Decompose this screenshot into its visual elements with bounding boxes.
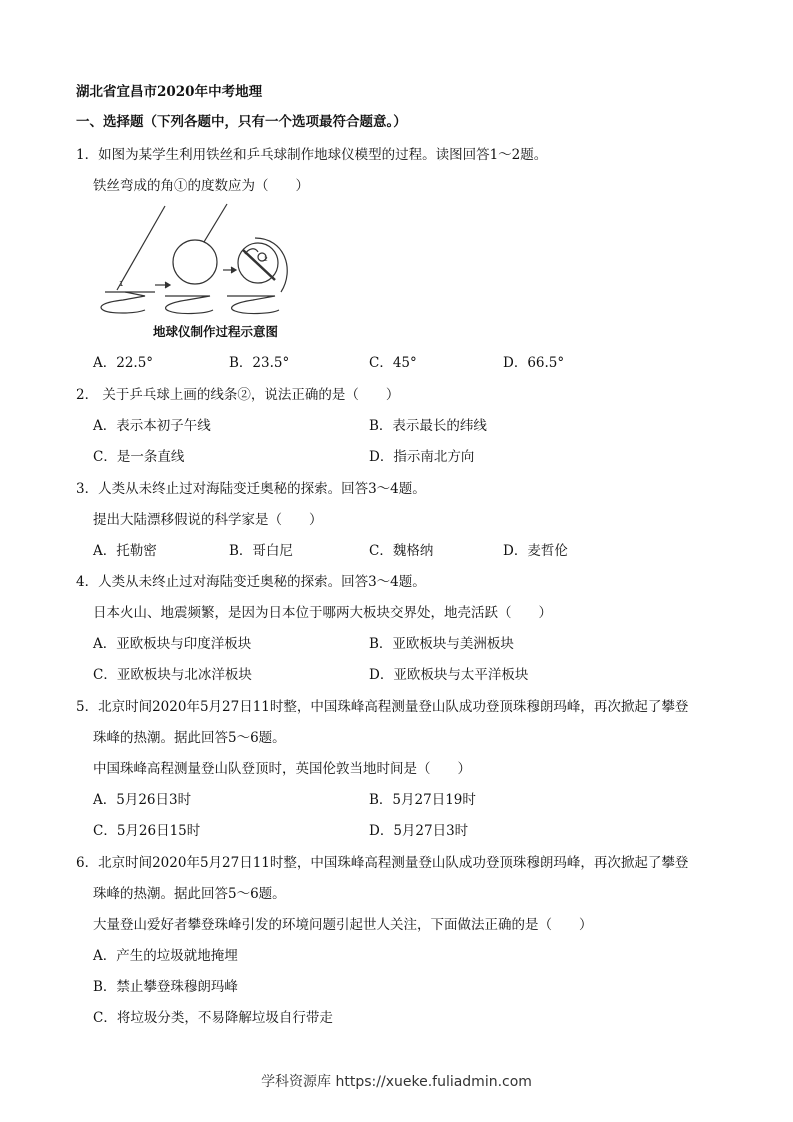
question-2-stem: 2． 关于乒乓球上画的线条②，说法正确的是（ ） bbox=[76, 387, 400, 403]
question-6-intro-1: 6．北京时间2020年5月27日11时整，中国珠峰高程测量登山队成功登顶珠穆朗玛峰，再次掀起了攀登 bbox=[76, 855, 689, 871]
q2-option-d[interactable]: D．指示南北方向 bbox=[369, 449, 475, 465]
q4-option-d[interactable]: D．亚欧板块与太平洋板块 bbox=[369, 667, 529, 683]
globe-making-figure bbox=[95, 200, 300, 320]
q3-option-a[interactable]: A．托勒密 bbox=[93, 543, 157, 559]
ball-step-2 bbox=[173, 240, 217, 284]
base-step-3 bbox=[227, 296, 279, 314]
q6-option-b[interactable]: B．禁止攀登珠穆朗玛峰 bbox=[93, 979, 238, 995]
figure-caption: 地球仪制作过程示意图 bbox=[153, 324, 279, 339]
q4-option-a[interactable]: A．亚欧板块与印度洋板块 bbox=[93, 636, 252, 652]
q5-option-a[interactable]: A．5月26日3时 bbox=[93, 792, 192, 808]
question-1-stem: 铁丝弯成的角①的度数应为（ ） bbox=[93, 178, 309, 194]
question-4-intro: 4．人类从未终止过对海陆变迁奥秘的探索。回答3～4题。 bbox=[76, 574, 426, 590]
q2-option-c[interactable]: C．是一条直线 bbox=[93, 449, 185, 465]
question-3-stem: 提出大陆漂移假说的科学家是（ ） bbox=[93, 512, 323, 528]
question-5-stem: 中国珠峰高程测量登山队登顶时，英国伦敦当地时间是（ ） bbox=[93, 761, 471, 777]
base-step-1 bbox=[101, 292, 145, 313]
q5-option-c[interactable]: C．5月26日15时 bbox=[93, 823, 201, 839]
q5-option-d[interactable]: D．5月27日3时 bbox=[369, 823, 469, 839]
q3-option-b[interactable]: B．哥白尼 bbox=[229, 543, 293, 559]
base-step-2 bbox=[165, 296, 213, 314]
q5-option-b[interactable]: B．5月27日19时 bbox=[369, 792, 476, 808]
q4-option-b[interactable]: B．亚欧板块与美洲板块 bbox=[369, 636, 514, 652]
question-6-intro-2: 珠峰的热潮。据此回答5～6题。 bbox=[93, 886, 286, 902]
section-heading: 一、选择题（下列各题中，只有一个选项最符合题意。） bbox=[76, 114, 407, 130]
q3-option-c[interactable]: C．魏格纳 bbox=[369, 543, 434, 559]
question-1-intro: 1．如图为某学生利用铁丝和乒乓球制作地球仪模型的过程。读图回答1～2题。 bbox=[76, 147, 548, 163]
q1-option-c[interactable]: C．45° bbox=[369, 355, 417, 371]
page-title: 湖北省宜昌市2020年中考地理 bbox=[76, 84, 263, 100]
q4-option-c[interactable]: C．亚欧板块与北冰洋板块 bbox=[93, 667, 252, 683]
q2-option-a[interactable]: A．表示本初子午线 bbox=[93, 418, 211, 434]
line-label: 2 bbox=[264, 256, 268, 263]
question-5-intro-1: 5．北京时间2020年5月27日11时整，中国珠峰高程测量登山队成功登顶珠穆朗玛峰，再次掀起了攀登 bbox=[76, 699, 689, 715]
q6-option-c[interactable]: C．将垃圾分类，不易降解垃圾自行带走 bbox=[93, 1010, 333, 1026]
q1-option-d[interactable]: D．66.5° bbox=[503, 355, 565, 371]
q1-option-b[interactable]: B．23.5° bbox=[229, 355, 290, 371]
page-footer: 学科资源库 https://xueke.fuliadmin.com bbox=[261, 1074, 532, 1090]
question-5-intro-2: 珠峰的热潮。据此回答5～6题。 bbox=[93, 730, 286, 746]
wire-step-1 bbox=[117, 206, 165, 290]
q6-option-a[interactable]: A．产生的垃圾就地掩埋 bbox=[93, 948, 238, 964]
q2-option-b[interactable]: B．表示最长的纬线 bbox=[369, 418, 487, 434]
question-6-stem: 大量登山爱好者攀登珠峰引发的环境问题引起世人关注，下面做法正确的是（ ） bbox=[93, 917, 593, 933]
question-4-stem: 日本火山、地震频繁，是因为日本位于哪两大板块交界处，地壳活跃（ ） bbox=[93, 605, 552, 621]
question-3-intro: 3．人类从未终止过对海陆变迁奥秘的探索。回答3～4题。 bbox=[76, 481, 426, 497]
q3-option-d[interactable]: D．麦哲伦 bbox=[503, 543, 568, 559]
q1-option-a[interactable]: A．22.5° bbox=[93, 355, 154, 371]
angle-label: 1 bbox=[119, 280, 124, 288]
